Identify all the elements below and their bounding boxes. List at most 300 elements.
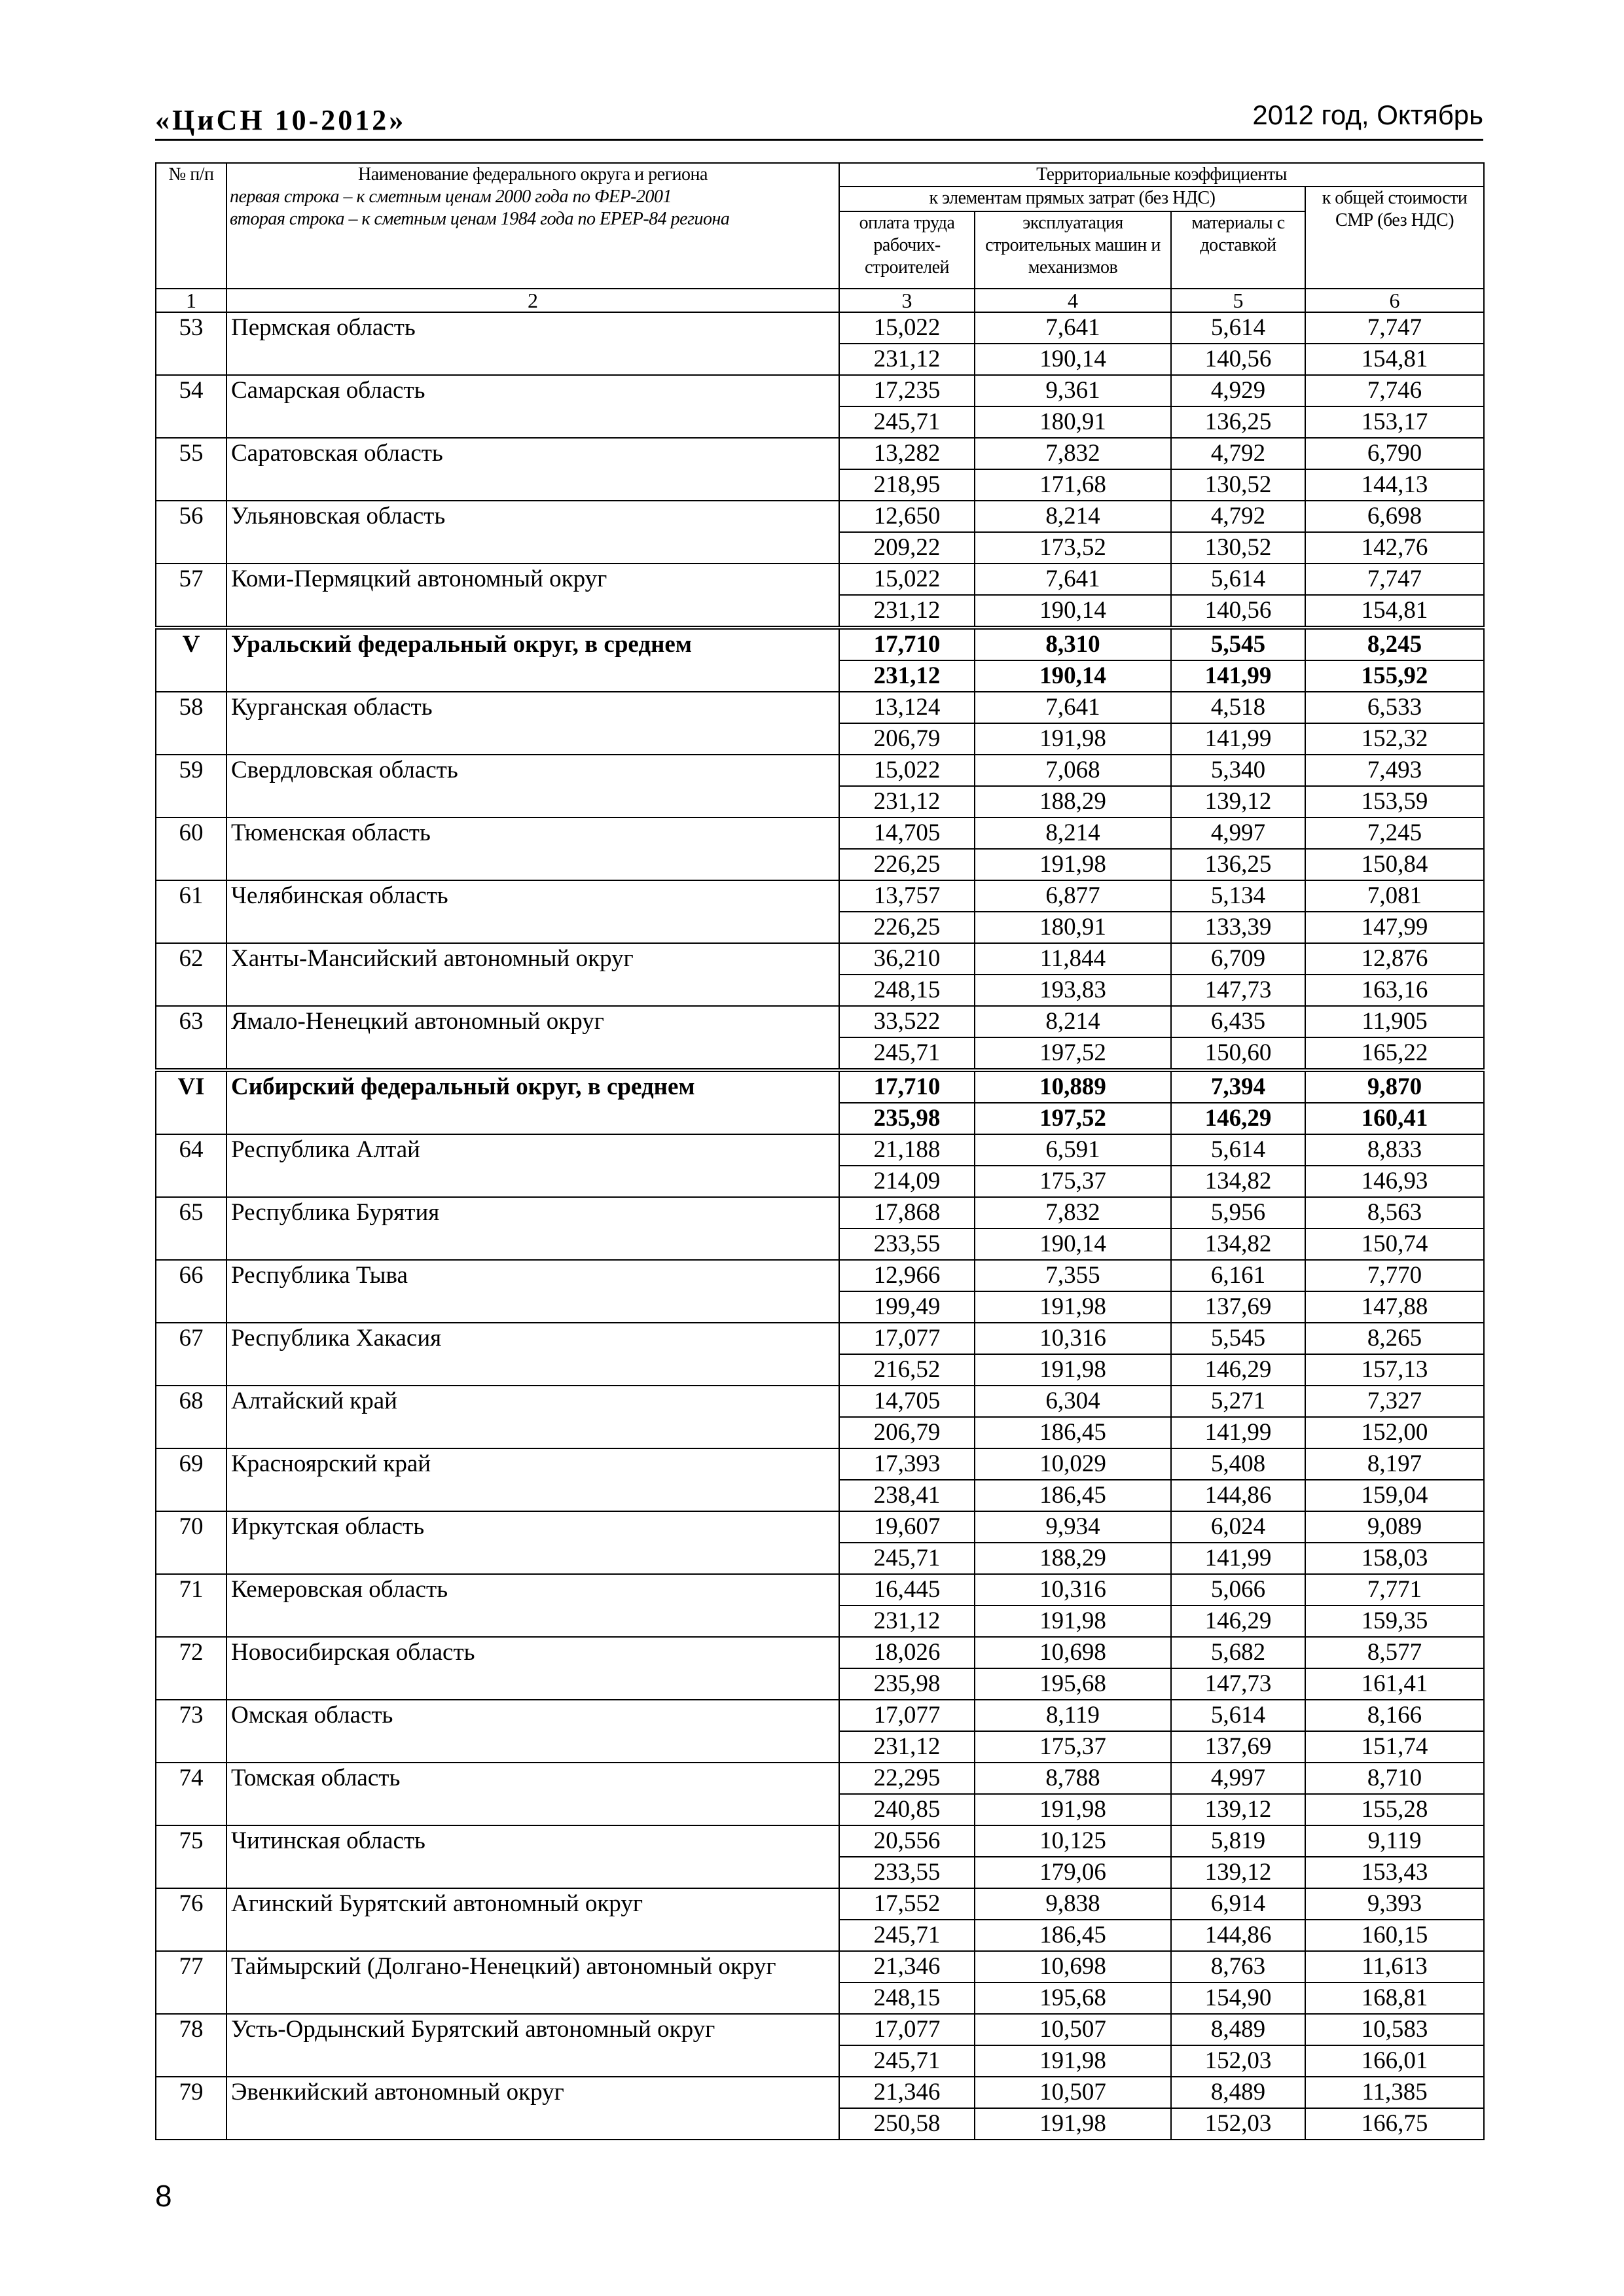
coefficient-2000: 12,650 [839, 501, 975, 532]
coefficient-2000: 7,641 [975, 312, 1171, 344]
row-number: V [156, 628, 226, 692]
coefficient-2000: 22,295 [839, 1763, 975, 1794]
table-row [156, 817, 1484, 849]
coefficient-2000: 6,877 [975, 880, 1171, 912]
coefficient-1984: 154,81 [1305, 595, 1484, 628]
coefficient-1984: 141,99 [1171, 723, 1305, 755]
coefficient-1984: 136,25 [1171, 406, 1305, 438]
coefficient-1984: 147,88 [1305, 1291, 1484, 1323]
coefficient-2000: 6,591 [975, 1134, 1171, 1166]
coefficient-2000: 10,698 [975, 1951, 1171, 1982]
coefficient-1984: 238,41 [839, 1480, 975, 1511]
table-row [156, 1637, 1484, 1668]
header-divider [155, 139, 1483, 141]
coefficient-1984: 147,73 [1171, 1668, 1305, 1700]
coefficient-1984: 245,71 [839, 1543, 975, 1574]
coefficient-2000: 36,210 [839, 943, 975, 975]
coefficient-2000: 7,245 [1305, 817, 1484, 849]
coefficient-1984: 195,68 [975, 1668, 1171, 1700]
coefficient-2000: 7,081 [1305, 880, 1484, 912]
coefficient-1984: 248,15 [839, 1982, 975, 2014]
coefficient-1984: 231,12 [839, 595, 975, 628]
coefficient-2000: 8,245 [1305, 628, 1484, 660]
coefficient-2000: 5,956 [1171, 1197, 1305, 1229]
row-number: 63 [156, 1006, 226, 1070]
coefficient-1984: 141,99 [1171, 660, 1305, 692]
coefficient-2000: 4,997 [1171, 1763, 1305, 1794]
coefficient-1984: 245,71 [839, 1037, 975, 1070]
row-number: 76 [156, 1888, 226, 1951]
row-number: 70 [156, 1511, 226, 1574]
coefficient-1984: 140,56 [1171, 595, 1305, 628]
coefficient-2000: 17,077 [839, 2014, 975, 2045]
region-name: Омская область [226, 1700, 839, 1763]
coefficient-1984: 216,52 [839, 1354, 975, 1386]
coefficient-2000: 17,077 [839, 1700, 975, 1731]
row-number: 56 [156, 501, 226, 564]
coefficient-2000: 8,265 [1305, 1323, 1484, 1354]
coefficient-2000: 10,698 [975, 1637, 1171, 1668]
coefficient-2000: 11,613 [1305, 1951, 1484, 1982]
coefficient-2000: 8,788 [975, 1763, 1171, 1794]
coefficient-1984: 197,52 [975, 1103, 1171, 1134]
coefficient-2000: 5,271 [1171, 1386, 1305, 1417]
header-col4: эксплуатация строительных машин и механизмов [975, 211, 1171, 289]
table-row [156, 692, 1484, 723]
coefficient-2000: 6,304 [975, 1386, 1171, 1417]
coefficient-1984: 158,03 [1305, 1543, 1484, 1574]
coefficient-1984: 151,74 [1305, 1731, 1484, 1763]
coefficient-2000: 11,844 [975, 943, 1171, 975]
coefficient-1984: 153,17 [1305, 406, 1484, 438]
coefficient-2000: 8,489 [1171, 2014, 1305, 2045]
coefficient-2000: 6,161 [1171, 1260, 1305, 1291]
coefficient-2000: 9,361 [975, 375, 1171, 406]
header-name-title: Наименование федерального округа и региона [358, 164, 708, 185]
table-row [156, 1006, 1484, 1037]
coefficient-1984: 190,14 [975, 660, 1171, 692]
coefficient-2000: 8,197 [1305, 1448, 1484, 1480]
row-number: 68 [156, 1386, 226, 1448]
coefficient-1984: 190,14 [975, 344, 1171, 375]
coefficient-1984: 155,92 [1305, 660, 1484, 692]
coefficient-2000: 15,022 [839, 312, 975, 344]
coefficient-2000: 8,763 [1171, 1951, 1305, 1982]
row-number: 75 [156, 1825, 226, 1888]
coefficient-1984: 139,12 [1171, 1794, 1305, 1825]
document-code: «ЦиСН 10-2012» [155, 104, 406, 136]
header-col3: оплата труда рабочих-строителей [839, 211, 975, 289]
coefficient-2000: 10,316 [975, 1323, 1171, 1354]
region-name: Усть-Ордынский Бурятский автономный округ [226, 2014, 839, 2077]
coefficient-1984: 133,39 [1171, 912, 1305, 943]
region-name: Уральский федеральный округ, в среднем [226, 628, 839, 692]
row-number: 67 [156, 1323, 226, 1386]
coefficient-1984: 231,12 [839, 1731, 975, 1763]
coefficient-2000: 10,125 [975, 1825, 1171, 1857]
coefficient-1984: 166,01 [1305, 2045, 1484, 2077]
table-row [156, 1134, 1484, 1166]
coefficient-2000: 5,614 [1171, 564, 1305, 595]
coefficient-2000: 6,914 [1171, 1888, 1305, 1920]
region-name: Коми-Пермяцкий автономный округ [226, 564, 839, 628]
coefficient-1984: 190,14 [975, 595, 1171, 628]
coefficient-2000: 7,641 [975, 564, 1171, 595]
row-number: 66 [156, 1260, 226, 1323]
coefficient-1984: 137,69 [1171, 1291, 1305, 1323]
table-row [156, 1511, 1484, 1543]
coefficient-1984: 150,74 [1305, 1229, 1484, 1260]
coefficient-2000: 5,614 [1171, 312, 1305, 344]
row-number: 69 [156, 1448, 226, 1511]
table-row [156, 1574, 1484, 1605]
coefficient-2000: 15,022 [839, 755, 975, 786]
coefficient-2000: 4,792 [1171, 438, 1305, 469]
page-number: 8 [155, 2179, 172, 2213]
header-subgroup-direct: к элементам прямых затрат (без НДС) [839, 187, 1305, 211]
coefficient-2000: 7,327 [1305, 1386, 1484, 1417]
coefficient-1984: 206,79 [839, 723, 975, 755]
row-number: 74 [156, 1763, 226, 1825]
column-number: 2 [226, 289, 839, 312]
coefficient-1984: 146,29 [1171, 1103, 1305, 1134]
coefficient-1984: 197,52 [975, 1037, 1171, 1070]
table-row [156, 755, 1484, 786]
coefficient-2000: 19,607 [839, 1511, 975, 1543]
coefficient-1984: 191,98 [975, 723, 1171, 755]
coefficient-1984: 206,79 [839, 1417, 975, 1448]
row-number: VI [156, 1070, 226, 1134]
coefficient-2000: 11,905 [1305, 1006, 1484, 1037]
coefficient-1984: 141,99 [1171, 1543, 1305, 1574]
coefficient-1984: 152,00 [1305, 1417, 1484, 1448]
coefficient-1984: 154,90 [1171, 1982, 1305, 2014]
region-name: Пермская область [226, 312, 839, 375]
region-name: Свердловская область [226, 755, 839, 817]
coefficient-2000: 33,522 [839, 1006, 975, 1037]
coefficient-2000: 7,771 [1305, 1574, 1484, 1605]
coefficient-2000: 10,029 [975, 1448, 1171, 1480]
table-row [156, 1951, 1484, 1982]
coefficient-1984: 154,81 [1305, 344, 1484, 375]
coefficient-1984: 226,25 [839, 912, 975, 943]
region-name: Ямало-Ненецкий автономный округ [226, 1006, 839, 1070]
coefficient-1984: 152,03 [1171, 2045, 1305, 2077]
row-number: 60 [156, 817, 226, 880]
column-number: 6 [1305, 289, 1484, 312]
coefficient-1984: 245,71 [839, 406, 975, 438]
coefficient-1984: 173,52 [975, 532, 1171, 564]
coefficient-1984: 153,43 [1305, 1857, 1484, 1888]
coefficient-2000: 17,868 [839, 1197, 975, 1229]
row-number: 59 [156, 755, 226, 817]
table-row [156, 2077, 1484, 2108]
coefficient-1984: 144,86 [1171, 1920, 1305, 1951]
coefficient-2000: 6,024 [1171, 1511, 1305, 1543]
coefficient-2000: 14,705 [839, 1386, 975, 1417]
coefficient-1984: 191,98 [975, 849, 1171, 880]
coefficient-1984: 142,76 [1305, 532, 1484, 564]
coefficient-2000: 10,316 [975, 1574, 1171, 1605]
coefficient-2000: 5,545 [1171, 628, 1305, 660]
coefficient-2000: 17,552 [839, 1888, 975, 1920]
region-name: Самарская область [226, 375, 839, 438]
coefficient-2000: 20,556 [839, 1825, 975, 1857]
table-row [156, 1323, 1484, 1354]
coefficient-2000: 11,385 [1305, 2077, 1484, 2108]
coefficient-1984: 157,13 [1305, 1354, 1484, 1386]
row-number: 77 [156, 1951, 226, 2014]
region-name: Читинская область [226, 1825, 839, 1888]
coefficient-1984: 134,82 [1171, 1229, 1305, 1260]
table-row [156, 1825, 1484, 1857]
table-row [156, 880, 1484, 912]
coefficient-2000: 10,507 [975, 2077, 1171, 2108]
coefficient-1984: 231,12 [839, 1605, 975, 1637]
header-group: Территориальные коэффициенты [839, 163, 1484, 187]
coefficient-2000: 8,310 [975, 628, 1171, 660]
coefficient-1984: 161,41 [1305, 1668, 1484, 1700]
region-name: Иркутская область [226, 1511, 839, 1574]
coefficient-1984: 188,29 [975, 1543, 1171, 1574]
table-row [156, 1386, 1484, 1417]
coefficient-1984: 180,91 [975, 912, 1171, 943]
coefficient-2000: 10,507 [975, 2014, 1171, 2045]
coefficient-2000: 10,889 [975, 1070, 1171, 1103]
coefficient-1984: 195,68 [975, 1982, 1171, 2014]
header-num: № п/п [156, 163, 226, 289]
coefficient-1984: 231,12 [839, 660, 975, 692]
coefficient-1984: 240,85 [839, 1794, 975, 1825]
coefficient-2000: 21,346 [839, 1951, 975, 1982]
coefficient-2000: 7,747 [1305, 312, 1484, 344]
coefficient-2000: 10,583 [1305, 2014, 1484, 2045]
coefficient-2000: 5,819 [1171, 1825, 1305, 1857]
coefficient-2000: 7,770 [1305, 1260, 1484, 1291]
coefficient-2000: 7,641 [975, 692, 1171, 723]
coefficient-2000: 6,790 [1305, 438, 1484, 469]
region-name: Сибирский федеральный округ, в среднем [226, 1070, 839, 1134]
table-row [156, 943, 1484, 975]
coefficient-1984: 191,98 [975, 1794, 1171, 1825]
coefficient-2000: 16,445 [839, 1574, 975, 1605]
coefficient-1984: 137,69 [1171, 1731, 1305, 1763]
table-row [156, 564, 1484, 595]
coefficient-2000: 7,832 [975, 1197, 1171, 1229]
coefficient-1984: 141,99 [1171, 1417, 1305, 1448]
coefficient-2000: 4,518 [1171, 692, 1305, 723]
coefficient-1984: 147,73 [1171, 975, 1305, 1006]
table-row [156, 312, 1484, 344]
region-name: Таймырский (Долгано-Ненецкий) автономный округ [226, 1951, 839, 2014]
region-name: Тюменская область [226, 817, 839, 880]
coefficient-1984: 245,71 [839, 2045, 975, 2077]
region-name: Красноярский край [226, 1448, 839, 1511]
coefficient-2000: 7,747 [1305, 564, 1484, 595]
coefficient-2000: 4,997 [1171, 817, 1305, 849]
region-name: Агинский Бурятский автономный округ [226, 1888, 839, 1951]
coefficient-2000: 6,698 [1305, 501, 1484, 532]
row-number: 64 [156, 1134, 226, 1197]
column-number: 5 [1171, 289, 1305, 312]
coefficient-2000: 8,214 [975, 1006, 1171, 1037]
document-date: 2012 год, Октябрь [1252, 99, 1483, 130]
region-name: Алтайский край [226, 1386, 839, 1448]
coefficient-2000: 8,166 [1305, 1700, 1484, 1731]
coefficient-1984: 233,55 [839, 1857, 975, 1888]
coefficient-1984: 231,12 [839, 344, 975, 375]
coefficient-1984: 165,22 [1305, 1037, 1484, 1070]
coefficient-1984: 159,35 [1305, 1605, 1484, 1637]
coefficient-2000: 7,394 [1171, 1070, 1305, 1103]
coefficient-2000: 9,870 [1305, 1070, 1484, 1103]
coefficient-2000: 5,614 [1171, 1134, 1305, 1166]
coefficient-2000: 7,068 [975, 755, 1171, 786]
table-row [156, 1763, 1484, 1794]
coefficient-2000: 17,077 [839, 1323, 975, 1354]
coefficient-1984: 153,59 [1305, 786, 1484, 817]
coefficient-1984: 248,15 [839, 975, 975, 1006]
coefficient-2000: 9,119 [1305, 1825, 1484, 1857]
row-number: 71 [156, 1574, 226, 1637]
coefficient-2000: 13,124 [839, 692, 975, 723]
coefficients-table [155, 162, 1485, 2140]
coefficient-2000: 5,134 [1171, 880, 1305, 912]
coefficient-1984: 191,98 [975, 2045, 1171, 2077]
coefficient-2000: 9,838 [975, 1888, 1171, 1920]
table-row [156, 1448, 1484, 1480]
region-name: Эвенкийский автономный округ [226, 2077, 839, 2140]
header-name-line2: вторая строка – к сметным ценам 1984 года по ЕРЕР-84 региона [230, 209, 730, 229]
coefficient-2000: 8,577 [1305, 1637, 1484, 1668]
coefficient-1984: 191,98 [975, 1291, 1171, 1323]
table-row [156, 375, 1484, 406]
coefficient-2000: 17,393 [839, 1448, 975, 1480]
header-subgroup-total: к общей стоимости СМР (без НДС) [1305, 187, 1484, 289]
table-row [156, 501, 1484, 532]
region-name: Новосибирская область [226, 1637, 839, 1700]
region-name: Республика Бурятия [226, 1197, 839, 1260]
coefficient-2000: 18,026 [839, 1637, 975, 1668]
table-row [156, 1197, 1484, 1229]
coefficient-1984: 235,98 [839, 1668, 975, 1700]
coefficient-1984: 235,98 [839, 1103, 975, 1134]
coefficient-2000: 5,340 [1171, 755, 1305, 786]
coefficient-2000: 8,489 [1171, 2077, 1305, 2108]
coefficient-2000: 7,746 [1305, 375, 1484, 406]
coefficient-2000: 6,435 [1171, 1006, 1305, 1037]
coefficient-2000: 21,188 [839, 1134, 975, 1166]
district-row [156, 1070, 1484, 1103]
coefficient-1984: 168,81 [1305, 1982, 1484, 2014]
coefficient-1984: 144,13 [1305, 469, 1484, 501]
region-name: Республика Хакасия [226, 1323, 839, 1386]
row-number: 58 [156, 692, 226, 755]
coefficient-1984: 175,37 [975, 1731, 1171, 1763]
region-name: Республика Алтай [226, 1134, 839, 1197]
row-number: 61 [156, 880, 226, 943]
coefficient-2000: 8,710 [1305, 1763, 1484, 1794]
region-name: Ханты-Мансийский автономный округ [226, 943, 839, 1006]
coefficient-1984: 191,98 [975, 1354, 1171, 1386]
column-number: 1 [156, 289, 226, 312]
coefficient-2000: 17,710 [839, 1070, 975, 1103]
coefficient-1984: 146,29 [1171, 1605, 1305, 1637]
coefficient-2000: 7,493 [1305, 755, 1484, 786]
coefficient-2000: 21,346 [839, 2077, 975, 2108]
coefficient-2000: 12,966 [839, 1260, 975, 1291]
coefficient-1984: 146,93 [1305, 1166, 1484, 1197]
coefficient-2000: 17,710 [839, 628, 975, 660]
coefficient-2000: 5,408 [1171, 1448, 1305, 1480]
coefficient-1984: 159,04 [1305, 1480, 1484, 1511]
coefficient-2000: 8,833 [1305, 1134, 1484, 1166]
coefficient-2000: 17,235 [839, 375, 975, 406]
column-numbers-row [156, 289, 1484, 312]
coefficient-2000: 15,022 [839, 564, 975, 595]
row-number: 53 [156, 312, 226, 375]
coefficient-1984: 134,82 [1171, 1166, 1305, 1197]
coefficient-1984: 186,45 [975, 1920, 1171, 1951]
header-name [226, 163, 839, 289]
coefficient-1984: 179,06 [975, 1857, 1171, 1888]
coefficient-2000: 5,682 [1171, 1637, 1305, 1668]
column-number: 4 [975, 289, 1171, 312]
coefficient-2000: 6,533 [1305, 692, 1484, 723]
coefficient-1984: 160,15 [1305, 1920, 1484, 1951]
coefficient-2000: 8,563 [1305, 1197, 1484, 1229]
district-row [156, 628, 1484, 660]
row-number: 65 [156, 1197, 226, 1260]
coefficient-1984: 152,03 [1171, 2108, 1305, 2140]
coefficient-1984: 209,22 [839, 532, 975, 564]
coefficient-1984: 233,55 [839, 1229, 975, 1260]
coefficient-1984: 139,12 [1171, 1857, 1305, 1888]
header-col5: материалы с доставкой [1171, 211, 1305, 289]
row-number: 55 [156, 438, 226, 501]
coefficient-1984: 171,68 [975, 469, 1171, 501]
coefficient-2000: 9,089 [1305, 1511, 1484, 1543]
coefficient-1984: 214,09 [839, 1166, 975, 1197]
coefficient-2000: 8,119 [975, 1700, 1171, 1731]
coefficient-2000: 7,832 [975, 438, 1171, 469]
coefficient-1984: 186,45 [975, 1480, 1171, 1511]
row-number: 78 [156, 2014, 226, 2077]
coefficient-1984: 190,14 [975, 1229, 1171, 1260]
coefficient-2000: 8,214 [975, 501, 1171, 532]
coefficient-2000: 4,929 [1171, 375, 1305, 406]
coefficient-1984: 150,60 [1171, 1037, 1305, 1070]
table-row [156, 1260, 1484, 1291]
coefficient-2000: 9,934 [975, 1511, 1171, 1543]
region-name: Республика Тыва [226, 1260, 839, 1323]
table-row [156, 1888, 1484, 1920]
coefficient-1984: 139,12 [1171, 786, 1305, 817]
coefficient-1984: 163,16 [1305, 975, 1484, 1006]
row-number: 57 [156, 564, 226, 628]
coefficient-1984: 245,71 [839, 1920, 975, 1951]
coefficient-2000: 13,282 [839, 438, 975, 469]
coefficient-1984: 199,49 [839, 1291, 975, 1323]
coefficient-2000: 5,066 [1171, 1574, 1305, 1605]
coefficient-1984: 144,86 [1171, 1480, 1305, 1511]
coefficient-1984: 150,84 [1305, 849, 1484, 880]
coefficient-2000: 14,705 [839, 817, 975, 849]
coefficient-1984: 226,25 [839, 849, 975, 880]
region-name: Челябинская область [226, 880, 839, 943]
row-number: 73 [156, 1700, 226, 1763]
coefficient-2000: 13,757 [839, 880, 975, 912]
